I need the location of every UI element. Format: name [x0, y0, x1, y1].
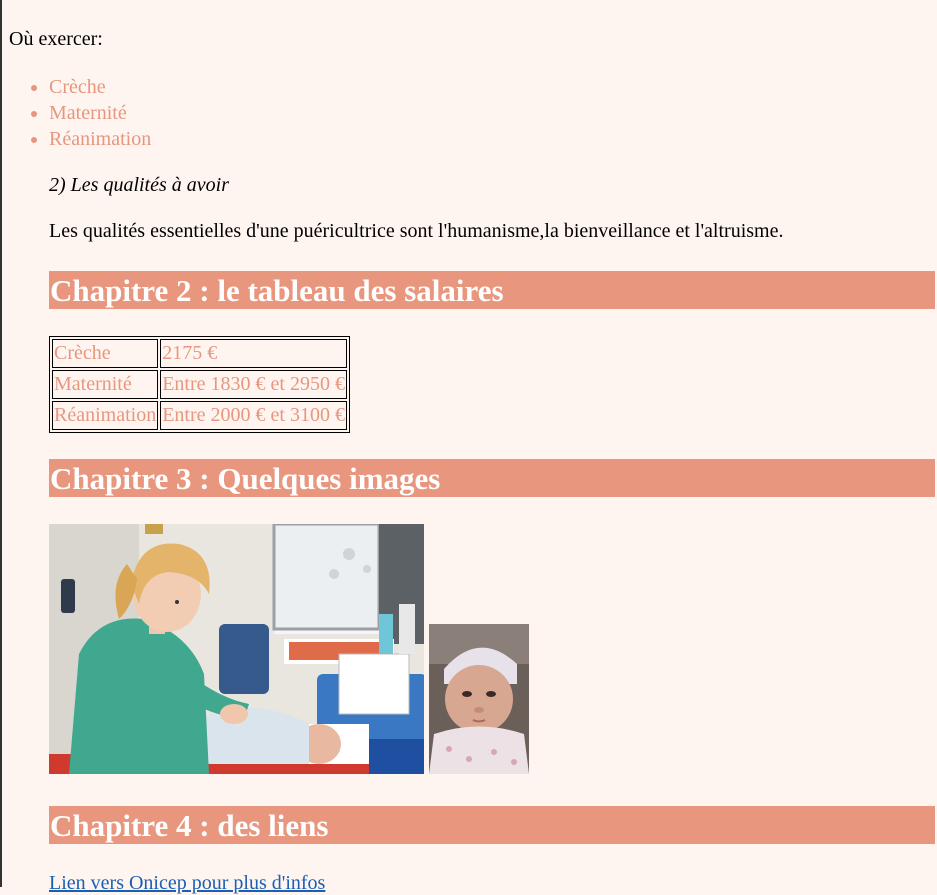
list-item: • Crèche	[49, 74, 151, 100]
onisep-link[interactable]: Lien vers Onicep pour plus d'infos	[49, 872, 326, 894]
list-item: • Réanimation	[49, 126, 151, 152]
where-label: Où exercer:	[9, 28, 103, 50]
page-left-border	[0, 0, 2, 887]
nurse-baby-photo	[49, 524, 424, 774]
qualities-text: Les qualités essentielles d'une puéricultrice sont l'humanisme,la bienveillance et l'altruisme.	[49, 220, 784, 242]
table-cell: Entre 1830 € et 2950 €	[160, 370, 347, 399]
chapter-4-heading: Chapitre 4 : des liens	[49, 806, 935, 844]
places-list	[9, 74, 151, 152]
chapter-3-heading: Chapitre 3 : Quelques images	[49, 459, 935, 497]
chapter-2-heading: Chapitre 2 : le tableau des salaires	[49, 271, 935, 309]
table-row	[52, 401, 347, 430]
table-row	[52, 370, 347, 399]
table-cell: Maternité	[52, 370, 158, 399]
table-cell: 2175 €	[160, 339, 347, 368]
list-item: • Maternité	[49, 100, 151, 126]
table-cell: Réanimation	[52, 401, 158, 430]
salary-table	[49, 336, 350, 433]
newborn-photo	[429, 624, 529, 774]
qualities-title: 2) Les qualités à avoir	[49, 174, 229, 196]
table-cell: Crèche	[52, 339, 158, 368]
table-cell: Entre 2000 € et 3100 €	[160, 401, 347, 430]
table-row	[52, 339, 347, 368]
